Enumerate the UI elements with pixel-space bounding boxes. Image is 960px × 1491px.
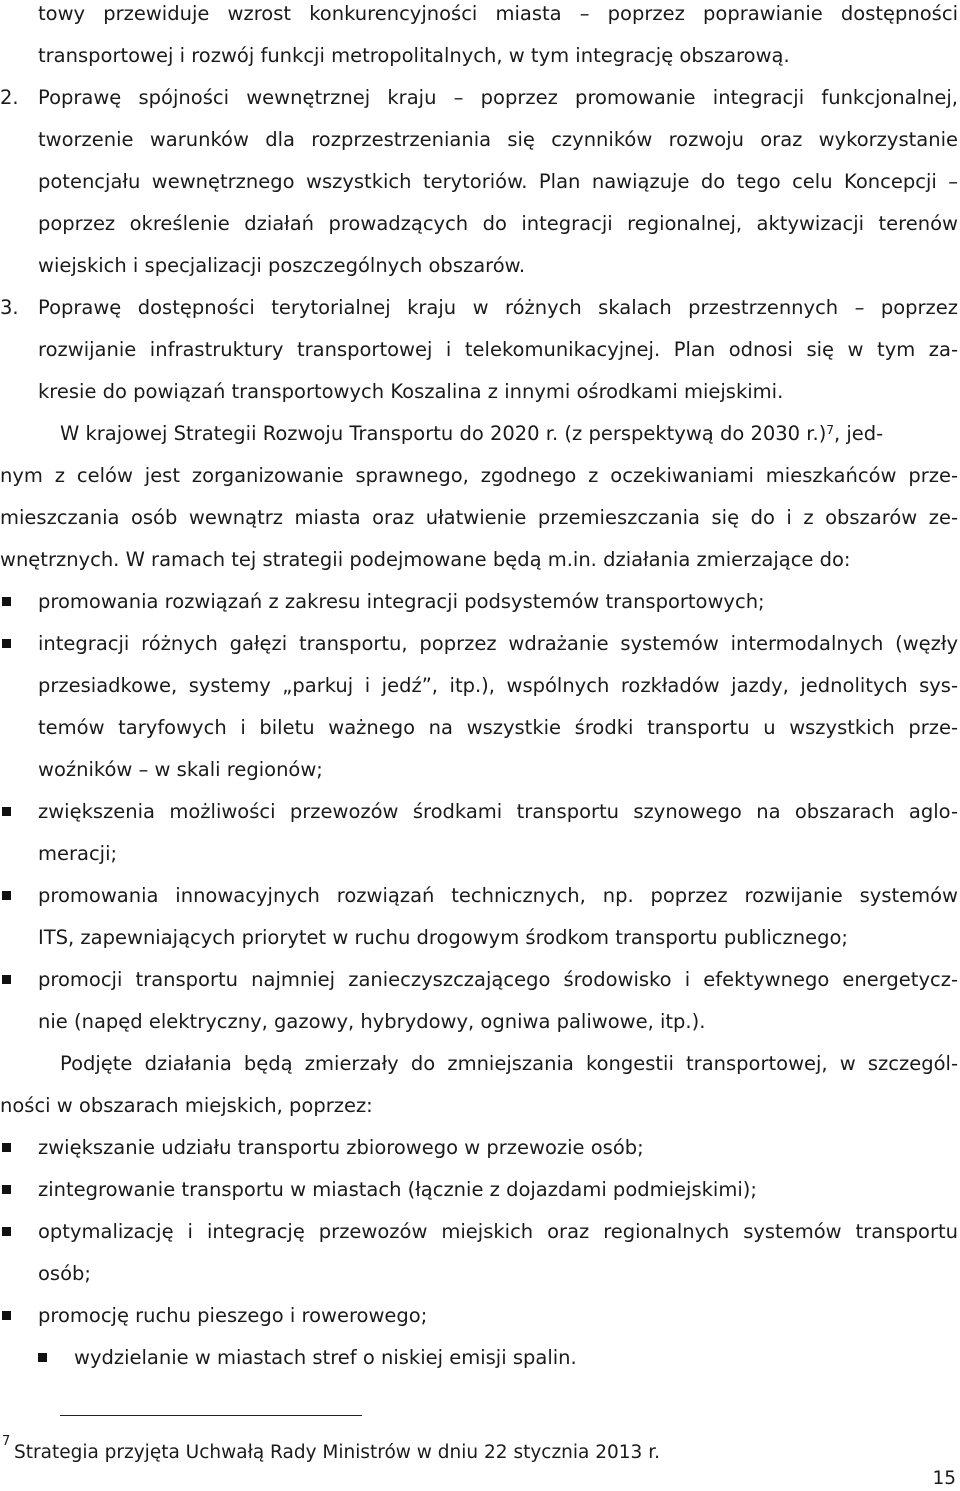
- bullet-text: optymalizację i integrację przewozów miejskich oraz regionalnych systemów transportu: [38, 1220, 958, 1243]
- bullet-text: meracji;: [38, 842, 118, 865]
- text-line: towy przewiduje wzrost konkurencyjności miasta – poprzez poprawianie dostępności: [38, 2, 958, 25]
- bullet-square-icon: [38, 1353, 47, 1362]
- list-number: 2.: [0, 86, 19, 109]
- text-line: mieszczania osób wewnątrz miasta oraz ułatwienie przemieszczania się do i z obszarów ze-: [0, 506, 958, 529]
- text-line: wnętrznych. W ramach tej strategii podejmowane będą m.in. działania zmierzające do:: [0, 548, 851, 571]
- text-line: ności w obszarach miejskich, poprzez:: [0, 1094, 373, 1117]
- text-line: tworzenie warunków dla rozprzestrzeniania się czynników rozwoju oraz wykorzystanie: [38, 128, 958, 151]
- bullet-text: promowania innowacyjnych rozwiązań technicznych, np. poprzez rozwijanie systemów: [38, 884, 958, 907]
- bullet-text: osób;: [38, 1262, 91, 1285]
- bullet-square-icon: [2, 1143, 11, 1152]
- text-line: wiejskich i specjalizacji poszczególnych obszarów.: [38, 254, 526, 277]
- bullet-text: woźników – w skali regionów;: [38, 758, 323, 781]
- bullet-text: temów taryfowych i biletu ważnego na wszystkie środki transportu u wszystkich prze-: [38, 716, 958, 739]
- bullet-text: zintegrowanie transportu w miastach (łącznie z dojazdami podmiejskimi);: [38, 1178, 757, 1201]
- bullet-square-icon: [2, 597, 11, 606]
- bullet-text: integracji różnych gałęzi transportu, poprzez wdrażanie systemów intermodalnych (węzły: [38, 632, 958, 655]
- footnote-text: Strategia przyjęta Uchwałą Rady Ministrów w dniu 22 stycznia 2013 r.: [14, 1442, 661, 1463]
- text-line: nym z celów jest zorganizowanie sprawnego, zgodnego z oczekiwaniami mieszkańców prze-: [0, 464, 958, 487]
- bullet-square-icon: [2, 1311, 11, 1320]
- bullet-square-icon: [2, 639, 11, 648]
- text-line: Poprawę dostępności terytorialnej kraju w różnych skalach przestrzennych – poprzez: [38, 296, 958, 319]
- bullet-text: zwiększenia możliwości przewozów środkami transportu szynowego na obszarach aglo-: [38, 800, 958, 823]
- bullet-text: promocję ruchu pieszego i rowerowego;: [38, 1304, 428, 1327]
- footnote-ref: 7: [826, 423, 834, 437]
- bullet-square-icon: [2, 1185, 11, 1194]
- text-line: potencjału wewnętrznego wszystkich terytoriów. Plan nawiązuje do tego celu Koncepcji –: [38, 170, 958, 193]
- bullet-square-icon: [2, 891, 11, 900]
- bullet-text: promowania rozwiązań z zakresu integracji podsystemów transportowych;: [38, 590, 765, 613]
- bullet-text: zwiększanie udziału transportu zbiorowego w przewozie osób;: [38, 1136, 644, 1159]
- bullet-square-icon: [2, 975, 11, 984]
- text-line: transportowej i rozwój funkcji metropolitalnych, w tym integrację obszarową.: [38, 44, 790, 67]
- bullet-text: promocji transportu najmniej zanieczyszczającego środowisko i efektywnego energetycz-: [38, 968, 958, 991]
- bullet-text: przesiadkowe, systemy „parkuj i jedź”, itp.), wspólnych rozkładów jazdy, jednolitych sys-: [38, 674, 958, 697]
- text-span: W krajowej Strategii Rozwoju Transportu do 2020 r. (z perspektywą do 2030 r.): [60, 422, 827, 445]
- text-line: kresie do powiązań transportowych Koszalina z innymi ośrodkami miejskimi.: [38, 380, 784, 403]
- text-line: rozwijanie infrastruktury transportowej i telekomunikacyjnej. Plan odnosi się w tym za-: [38, 338, 958, 361]
- text-line-with-footnote-ref: [60, 422, 958, 446]
- bullet-text: nie (napęd elektryczny, gazowy, hybrydowy, ogniwa paliwowe, itp.).: [38, 1010, 706, 1033]
- bullet-text: wydzielanie w miastach stref o niskiej emisji spalin.: [74, 1346, 577, 1369]
- bullet-square-icon: [2, 1227, 11, 1236]
- footnote-separator: [60, 1415, 362, 1416]
- bullet-text: ITS, zapewniających priorytet w ruchu drogowym środkom transportu publicznego;: [38, 926, 848, 949]
- bullet-square-icon: [2, 807, 11, 816]
- text-line: poprzez określenie działań prowadzących do integracji regionalnej, aktywizacji terenów: [38, 212, 958, 235]
- list-number: 3.: [0, 296, 19, 319]
- footnote-number: 7: [2, 1434, 11, 1449]
- text-span: , jed-: [833, 422, 884, 445]
- text-line: Poprawę spójności wewnętrznej kraju – poprzez promowanie integracji funkcjonalnej,: [38, 86, 958, 109]
- text-line: Podjęte działania będą zmierzały do zmniejszania kongestii transportowej, w szczegól-: [60, 1052, 958, 1075]
- page-number: 15: [932, 1468, 956, 1489]
